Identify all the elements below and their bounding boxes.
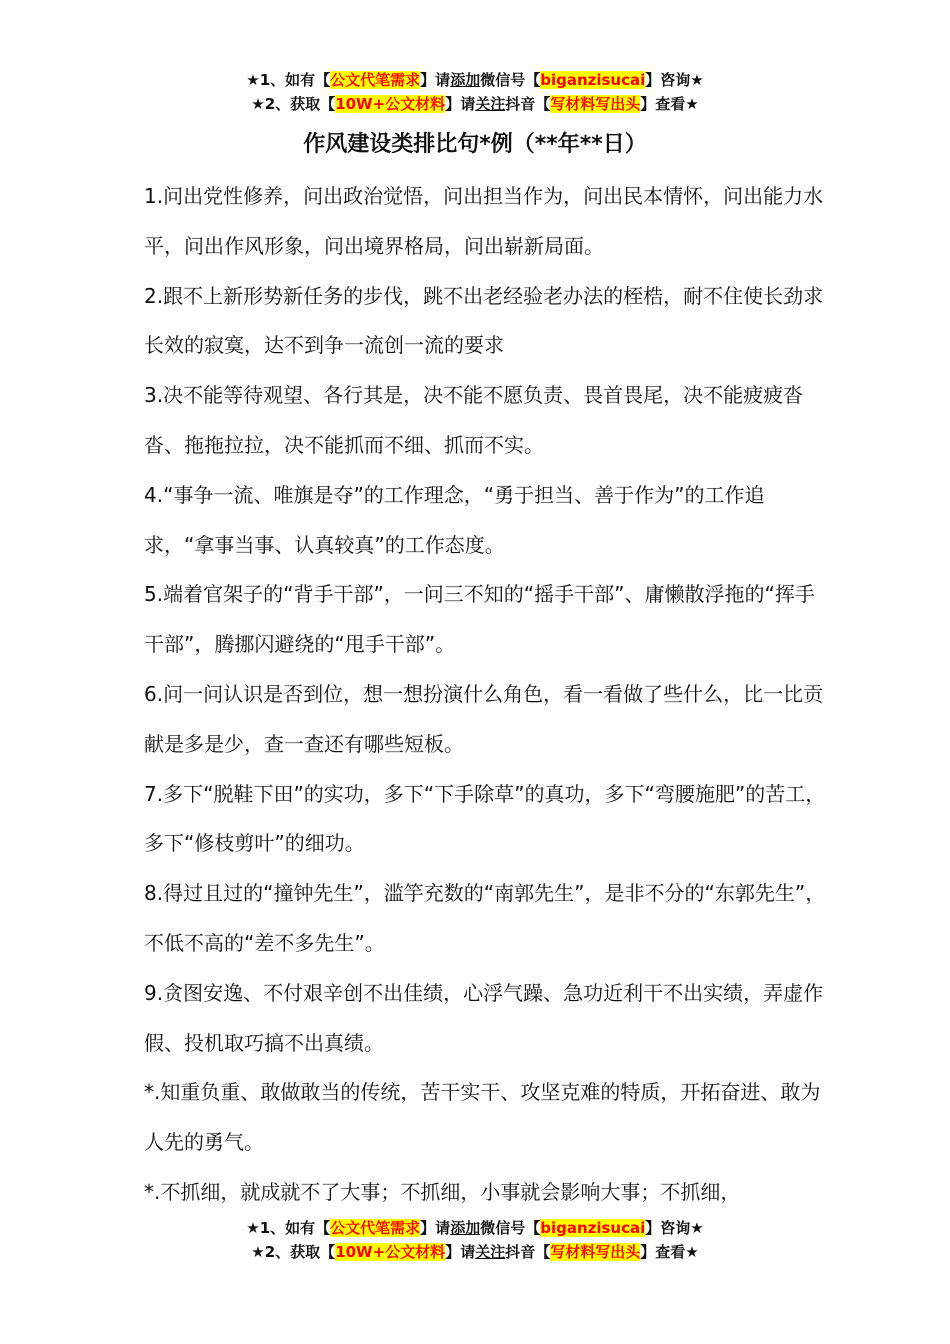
- paragraph-10: *.知重负重、敢做敢当的传统，苦干实干、攻坚克难的特质，开拓奋进、敢为人先的勇气。: [144, 1080, 821, 1155]
- paragraph-5: 5.端着官架子的“背手干部”，一问三不知的“摇手干部”、庸懒散浮拖的“挥手干部”，腾挪闪避绕的“甩手干部”。: [144, 582, 815, 657]
- paragraph-6: 6.问一问认识是否到位，想一想扮演什么角色，看一看做了些什么，比一比贡献是多是少，查一查还有哪些短板。: [144, 681, 824, 756]
- paragraph-11: *.不抓细，就成就不了大事；不抓细，小事就会影响大事；不抓细，: [144, 1179, 741, 1204]
- banner-text: 微信号【: [480, 71, 541, 89]
- banner-text: 】请: [445, 95, 476, 113]
- paragraph-2: 2.跟不上新形势新任务的步伐，跳不出老经验老办法的桎梏，耐不住使长劲求长效的寂寞，达不到争一流创一流的要求: [144, 283, 824, 358]
- banner-emphasis: 关注: [475, 95, 506, 113]
- banner-text: ★1、如有【: [246, 1219, 331, 1237]
- highlight-wechat-id: biganzisucai: [540, 1219, 646, 1237]
- banner-line-2: [0, 92, 950, 116]
- banner-text: 微信号【: [480, 1219, 541, 1237]
- banner-line-2: [0, 1240, 950, 1264]
- banner-text: ★2、获取【: [251, 95, 336, 113]
- footer-banner: [0, 1216, 950, 1264]
- banner-line-1: [0, 1216, 950, 1240]
- paragraph-4: 4.“事争一流、唯旗是夺”的工作理念，“勇于担当、善于作为”的工作追求，“拿事当事、认真较真”的工作态度。: [144, 482, 765, 557]
- banner-text: 】咨询★: [645, 1219, 704, 1237]
- banner-emphasis: 关注: [475, 1243, 506, 1261]
- header-banner: [0, 68, 950, 116]
- banner-text: 抖音【: [505, 1243, 551, 1261]
- banner-text: 】查看★: [640, 95, 699, 113]
- paragraph-1: 1.问出党性修养，问出政治觉悟，问出担当作为，问出民本情怀，问出能力水平，问出作风形象，问出境界格局，问出崭新局面。: [144, 184, 824, 258]
- banner-text: 】查看★: [640, 1243, 699, 1261]
- document-body: [144, 172, 834, 1212]
- highlight-materials: 10W+公文材料: [335, 95, 446, 113]
- paragraph-9: 9.贪图安逸、不付艰辛创不出佳绩，心浮气躁、急功近利干不出实绩，弄虚作假、投机取巧搞不出真绩。: [144, 980, 824, 1055]
- banner-text: ★2、获取【: [251, 1243, 336, 1261]
- highlight-wechat-id: biganzisucai: [540, 71, 646, 89]
- banner-emphasis: 添加: [450, 1219, 481, 1237]
- banner-text: 抖音【: [505, 95, 551, 113]
- highlight-service: 公文代笔需求: [330, 71, 421, 89]
- banner-line-1: [0, 68, 950, 92]
- banner-text: 】请: [420, 71, 451, 89]
- highlight-service: 公文代笔需求: [330, 1219, 421, 1237]
- document-title: 作风建设类排比句*例（**年**日）: [303, 132, 647, 157]
- highlight-douyin-account: 写材料写出头: [550, 95, 641, 113]
- banner-emphasis: 添加: [450, 71, 481, 89]
- banner-text: 】咨询★: [645, 71, 704, 89]
- highlight-materials: 10W+公文材料: [335, 1243, 446, 1261]
- paragraph-7: 7.多下“脱鞋下田”的实功，多下“下手除草”的真功，多下“弯腰施肥”的苦工，多下“修枝剪叶”的细功。: [144, 781, 826, 856]
- paragraph-8: 8.得过且过的“撞钟先生”，滥竽充数的“南郭先生”，是非不分的“东郭先生”，不低不高的“差不多先生”。: [144, 881, 826, 955]
- banner-text: 】请: [445, 1243, 476, 1261]
- paragraph-3: 3.决不能等待观望、各行其是，决不能不愿负责、畏首畏尾，决不能疲疲沓沓、拖拖拉拉，决不能抓而不细、抓而不实。: [144, 383, 804, 457]
- banner-text: ★1、如有【: [246, 71, 331, 89]
- highlight-douyin-account: 写材料写出头: [550, 1243, 641, 1261]
- banner-text: 】请: [420, 1219, 451, 1237]
